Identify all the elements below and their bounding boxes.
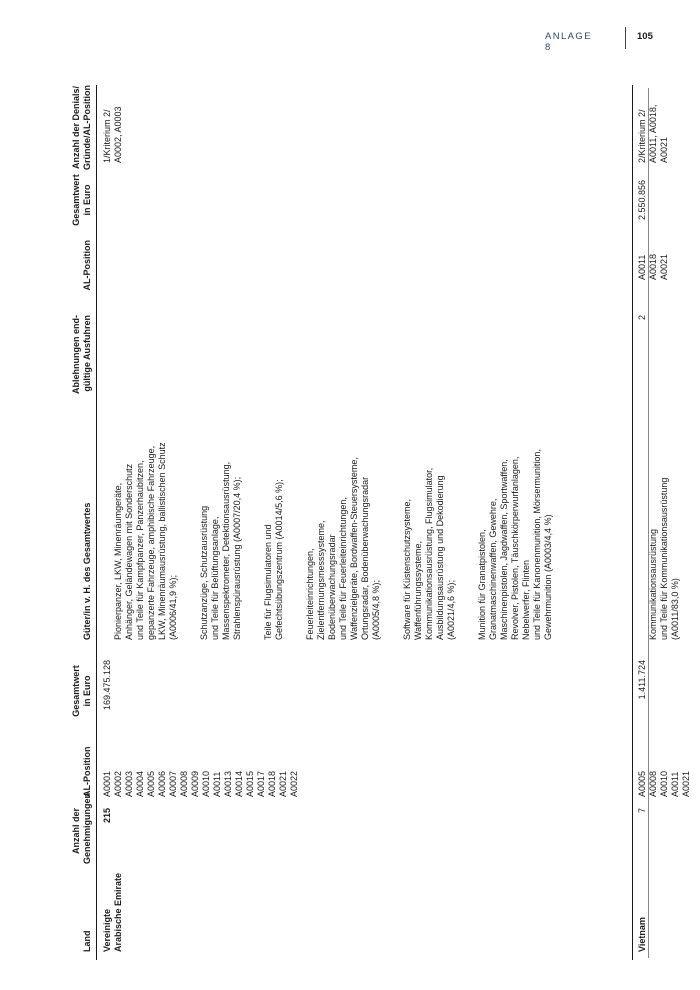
row1-al-position: A0001 A0002 A0003 A0004 A0005 A0006 A0007 A0008 A0009 A0010 A0011 A0013 A0014 A0015 A0017 A0018 A0021 A0022 [102,770,299,797]
page-number: 105 [637,31,653,42]
export-table-rotated [66,85,691,960]
row2-gueter [637,400,692,640]
annex-label: ANLAGE 8 [545,31,592,53]
row2-denials: 2/Kriterium 2/ A0011, A0018, A0021 [637,104,669,163]
header-rule [96,85,97,960]
header-divider [625,27,626,49]
row1-gueter-item: Teile für Flugsimulatoren und Gefechtsübungszentrum (A0014/5,6 %); [263,479,284,640]
row-separator [632,85,633,960]
header-anzahl: Anzahl der Genehmigungen [71,792,92,864]
row1-anzahl: 215 [102,808,112,824]
row1-denials: 1/Kriterium 2/ A0002, A0003 [102,106,123,163]
row2-gueter-item: Kommunikationsausrüstung und Teile für Kommunikationsausrüstung (A0011/83,0 %) [648,477,680,640]
row1-gueter-item: Pionierpanzer, LKW, Minenräumgeräte, Anhänger, Geländewagen mit Sonderschutz und Teile für Kampfpanzer, Panzerhaubitzen, gepanzerte Fahrzeuge, amphibische Fahrzeuge, LKW, Minenräumausrüstung, ballistischen Schutz (A0006/41,9 %); [113,442,178,640]
row1-gueter-item: Munition für Granatpistolen, Granatmaschinenwaffen, Gewehre, Maschinenpistolen, Jagdwaffen, Sportwaffen, Revolver, Pistolen, Täuschkörperwurfanlagen, Nebelwerfer, Flinten und Teile für Kanonenmunition, Mörsermunition, Gewehrmunition (A0003/4,4 %) [477,449,553,640]
export-table [66,85,691,960]
row2-gesamtwert-2: 2.550.856 [637,179,647,221]
header-gesamtwert-2: Gesamtwert in Euro [71,174,92,226]
row1-gueter-item: Schutzanzüge, Schutzausrüstung und Teile für Belüftungsanlage, Massenspektrometer, Detektionsausrüstung, Strahlenspürausrüstung (A0007/20,4 %); [199,461,242,640]
header-al-position-1: AL-Position [81,746,92,797]
header-denials: Anzahl der Denials/ Gründe/AL-Position [71,85,92,170]
row2-gesamtwert: 1.411.724 [637,660,647,700]
header-gesamtwert-1: Gesamtwert in Euro [71,665,92,717]
header-gueter: Güter/in v. H. des Gesamtwertes [81,502,92,640]
row2-al-position: A0005 A0008 A0010 A0011 A0021 [637,770,691,797]
row2-land: Vietnam [637,917,647,952]
row1-gueter [102,400,565,640]
row1-gueter-item: Software für Küstenschutzsysteme, Waffenführungssysteme, Kommunikationsausrüstung, Flugsimulator, Ausbildungsausrüstung und Dekodierung (A0021/4,6 %); [402,467,456,640]
header-ablehnungen: Ablehnungen end- gültige Ausfuhren [71,315,92,394]
row2-anzahl: 7 [637,808,647,814]
row1-land: Vereinigte Arabische Emirate [102,872,123,952]
row1-gesamtwert: 169.475.128 [102,660,112,711]
row2-ablehnungen: 2 [637,315,647,321]
row2-al-position-2: A0011 A0018 A0021 [637,253,669,280]
header-al-position-2: AL-Position [81,240,92,291]
header-land: Land [81,930,92,952]
page-header [545,27,685,53]
row1-gueter-item: Feuerleiteinrichtungen, Zielentfernungsmesssysteme, Bodenüberwachungsradar und Teile für Feuerleiteinrichtungen, Waffenzielgeräte, Bordwaffen-Steuersysteme, Ortungsradar, Bodenüberwachungsradar (A0005/4,8 %); [305,457,381,640]
